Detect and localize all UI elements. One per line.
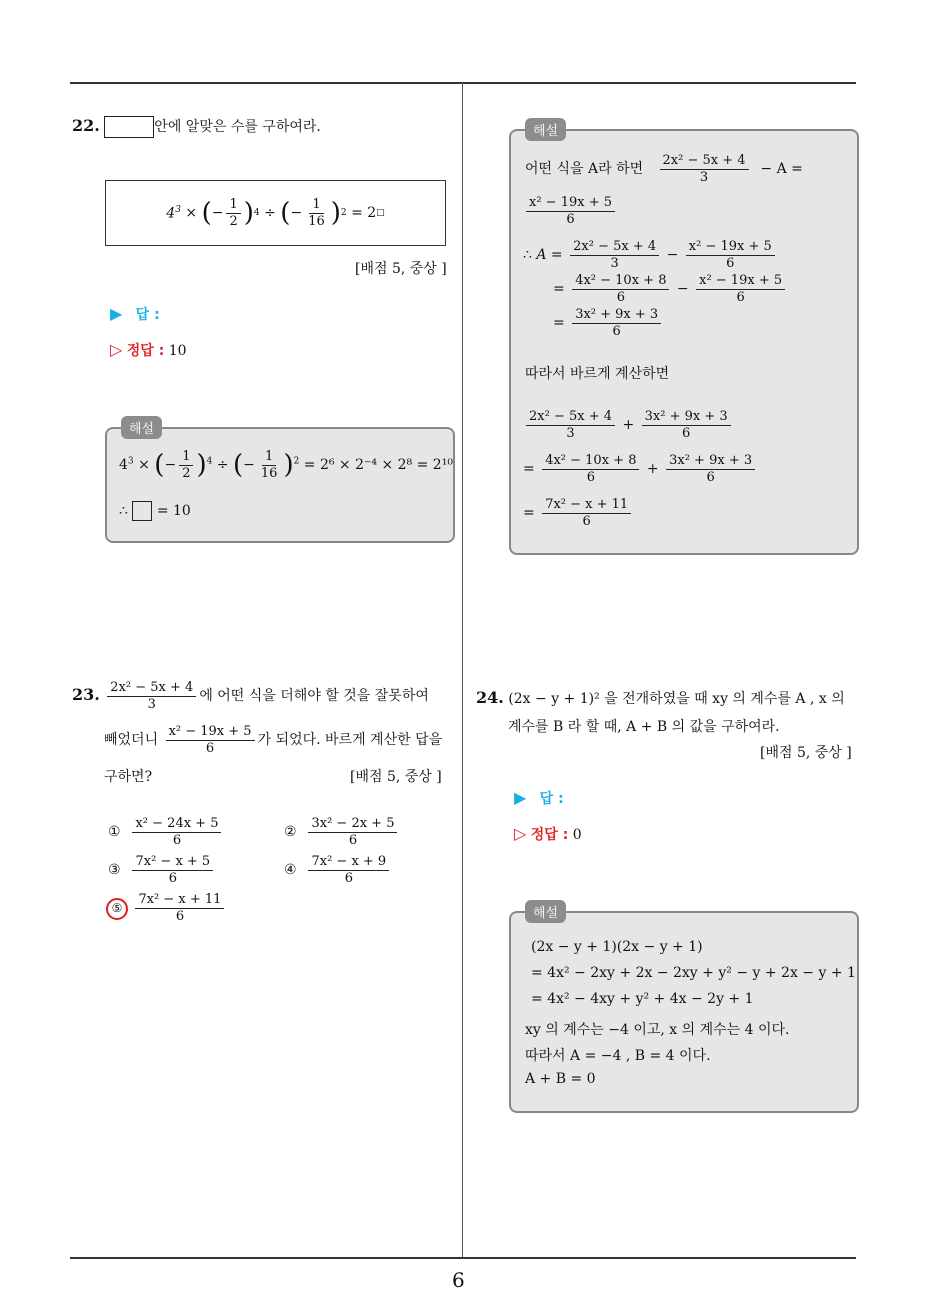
q24-solution-box [509,906,859,1113]
frac-num: 3x² − 2x + 5 [308,816,397,833]
choice-mark: ⑤ [111,901,123,916]
q24-correct: ▷ 정답 : 0 [514,824,582,843]
q22-prompt: 안에 알맞은 수를 구하여라. [154,119,321,135]
top-rule [70,82,856,84]
choice-mark: ② [284,824,297,841]
q23-sol-line2 [523,195,618,227]
q23-text-c: 가 되었다. 바르게 계산한 답을 [257,732,443,749]
q23-sol-line3: ∴ A = $\frac{\text{2x² − 5x + 4}}{3}$ − $\frac{\text{x² − 19x + 5}}{6}$ [523,239,778,271]
frac-den: 3 [610,255,619,271]
q23-number: 23. [72,685,100,705]
q24-sol-4: xy 의 계수는 −4 이고, x 의 계수는 4 이다. [525,1022,790,1038]
frac-den: 6 [582,513,591,529]
q23-text-a: 에 어떤 식을 더해야 할 것을 잘못하여 [199,688,429,705]
q23-sol-line6: $\frac{\text{2x² − 5x + 4}}{3}$ + $\frac{\text{3x² + 9x + 3}}{6}$ [523,409,734,441]
frac-den: 6 [205,740,215,756]
frac-num: 7x² − x + 5 [132,854,213,871]
choice-3[interactable] [108,854,216,886]
frac-den: 6 [682,425,691,441]
frac-num: x² − 19x + 5 [696,273,785,290]
frac-num: 4x² − 10x + 8 [572,273,669,290]
q22-solution-box [105,422,455,543]
frac-num: x² − 19x + 5 [526,195,615,212]
q22-points: [배점 5, 중상 ] [355,261,447,277]
q23-sol-line1 [525,153,803,185]
frac-num: 3x² + 9x + 3 [666,453,755,470]
frac-num: 2x² − 5x + 4 [660,153,749,170]
q22-answer: ▶ 답 : [110,304,160,323]
frac-den: 6 [726,255,735,271]
q23-sol-line8: = $\frac{\text{7x² − x + 11}}{6}$ [523,497,634,529]
frac-den: 3 [699,169,709,185]
frac-num: 3x² + 9x + 3 [572,307,661,324]
frac-num: 4x² − 10x + 8 [542,453,639,470]
q22-number: 22. [72,116,100,135]
q22-correct-value: 10 [168,343,187,359]
frac-num: x² − 19x + 5 [166,724,255,741]
q23-sol-line7: = $\frac{\text{4x² − 10x + 8}}{6}$ + $\frac{\text{3x² + 9x + 3}}{6}$ [523,453,758,485]
frac-den: 6 [175,908,185,924]
frac-num: 3x² + 9x + 3 [642,409,731,426]
q24-sol-6: A + B = 0 [525,1071,596,1087]
q24-sol-5: 따라서 A = −4 , B = 4 이다. [525,1048,711,1064]
page-number: 6 [452,1268,465,1292]
q24-sol-2: = 4x² − 2xy + 2x − 2xy + y² − y + 2x − y + 1 [531,965,856,981]
q23-sol-eq-tail: − A = [760,161,803,178]
choice-4[interactable] [284,854,392,886]
q22-header [72,116,321,138]
column-divider [462,82,463,1258]
q23-text-d: 구하면? [104,769,153,785]
bottom-rule [70,1257,856,1259]
q24-sol-3: = 4x² − 4xy + y² + 4x − 2y + 1 [531,991,754,1007]
frac-den: 6 [168,870,177,886]
choice-mark: ③ [108,862,121,879]
choice-mark: ① [108,824,121,841]
q23-text-b: 빼었더니 [104,732,159,749]
frac-den: 6 [706,469,715,485]
small-blank [132,501,152,521]
q22-answer-label: 답 : [135,307,160,323]
q22-solution-tag: 해설 [121,416,162,439]
q24-solution-tag: 해설 [525,900,566,923]
frac-den: 6 [586,469,595,485]
q24-text-2: 계수를 B 라 할 때, A + B 의 값을 구하여라. [508,719,780,735]
frac-num: x² − 19x + 5 [686,239,775,256]
frac-den: 6 [736,289,745,305]
q23-sol-sum-text: 따라서 바르게 계산하면 [525,366,670,382]
frac-den: 6 [348,832,358,848]
q22-correct-label: 정답 : [126,343,165,359]
frac-den: 3 [566,425,575,441]
frac-num: x² − 24x + 5 [132,816,221,833]
q24-text-1: (2x − y + 1)² 을 전개하였을 때 xy 의 계수를 A , x 의 [508,691,845,707]
selected-choice-circle-icon [106,898,128,920]
q24-answer-label: 답 : [539,791,564,807]
frac-den: 6 [172,832,182,848]
frac-num: 2x² − 5x + 4 [570,239,659,256]
q23-line1 [72,680,429,712]
frac-num: 2x² − 5x + 4 [107,680,196,697]
choice-mark: ④ [284,862,297,879]
q24-correct-label: 정답 : [530,827,569,843]
q24-line1 [476,688,845,708]
q23-points: [배점 5, 중상 ] [350,769,442,785]
choice-1[interactable] [108,816,224,848]
q23-sol-line4: = $\frac{\text{4x² − 10x + 8}}{6}$ − $\frac{\text{x² − 19x + 5}}{6}$ [553,273,788,305]
q23-sol-intro: 어떤 식을 A라 하면 [525,161,644,178]
frac-den: 6 [616,289,625,305]
choice-5[interactable] [106,892,227,924]
frac-den: 6 [566,211,575,227]
q24-answer: ▶ 답 : [514,788,564,807]
frac-num: 7x² − x + 11 [542,497,631,514]
q24-sol-1: (2x − y + 1)(2x − y + 1) [531,939,703,955]
q22-solution-line1: $4^3$ × (− $\frac{1}{2}$ )$^4$ ÷ (− $\frac{1}{16}$ )$^2$ = 2⁶ × 2⁻⁴ × 2⁸ = 2¹⁰ [119,449,453,481]
q22-solution-line2 [119,501,191,521]
frac-den: 6 [344,870,353,886]
therefore-symbol: ∴ [119,503,128,519]
q23-solution-box [509,124,859,555]
frac-num: 7x² − x + 11 [135,892,224,909]
q22-expression-box: $4^3$ × ( − $\frac{1}{2}$ ) 4 ÷ ( − $\frac{1}{16}$ ) 2 = 2 □ [105,180,446,246]
q24-correct-value: 0 [572,827,582,843]
q22-solution-result: = 2⁶ × 2⁻⁴ × 2⁸ = 2¹⁰ [303,457,453,474]
q22-final: = 10 [156,503,191,519]
q23-sol-line5: = $\frac{\text{3x² + 9x + 3}}{6}$ [553,307,664,339]
frac-den: 6 [612,323,621,339]
answer-blank [104,116,154,138]
q22-correct: ▷ 정답 : 10 [110,340,187,359]
q23-solution-tag: 해설 [525,118,566,141]
frac-num: 2x² − 5x + 4 [526,409,615,426]
q24-points: [배점 5, 중상 ] [760,745,852,761]
frac-den: 3 [147,696,156,712]
frac-num: 7x² − x + 9 [308,854,389,871]
q24-number: 24. [476,688,504,707]
q23-line2 [104,724,442,756]
choice-2[interactable] [284,816,400,848]
